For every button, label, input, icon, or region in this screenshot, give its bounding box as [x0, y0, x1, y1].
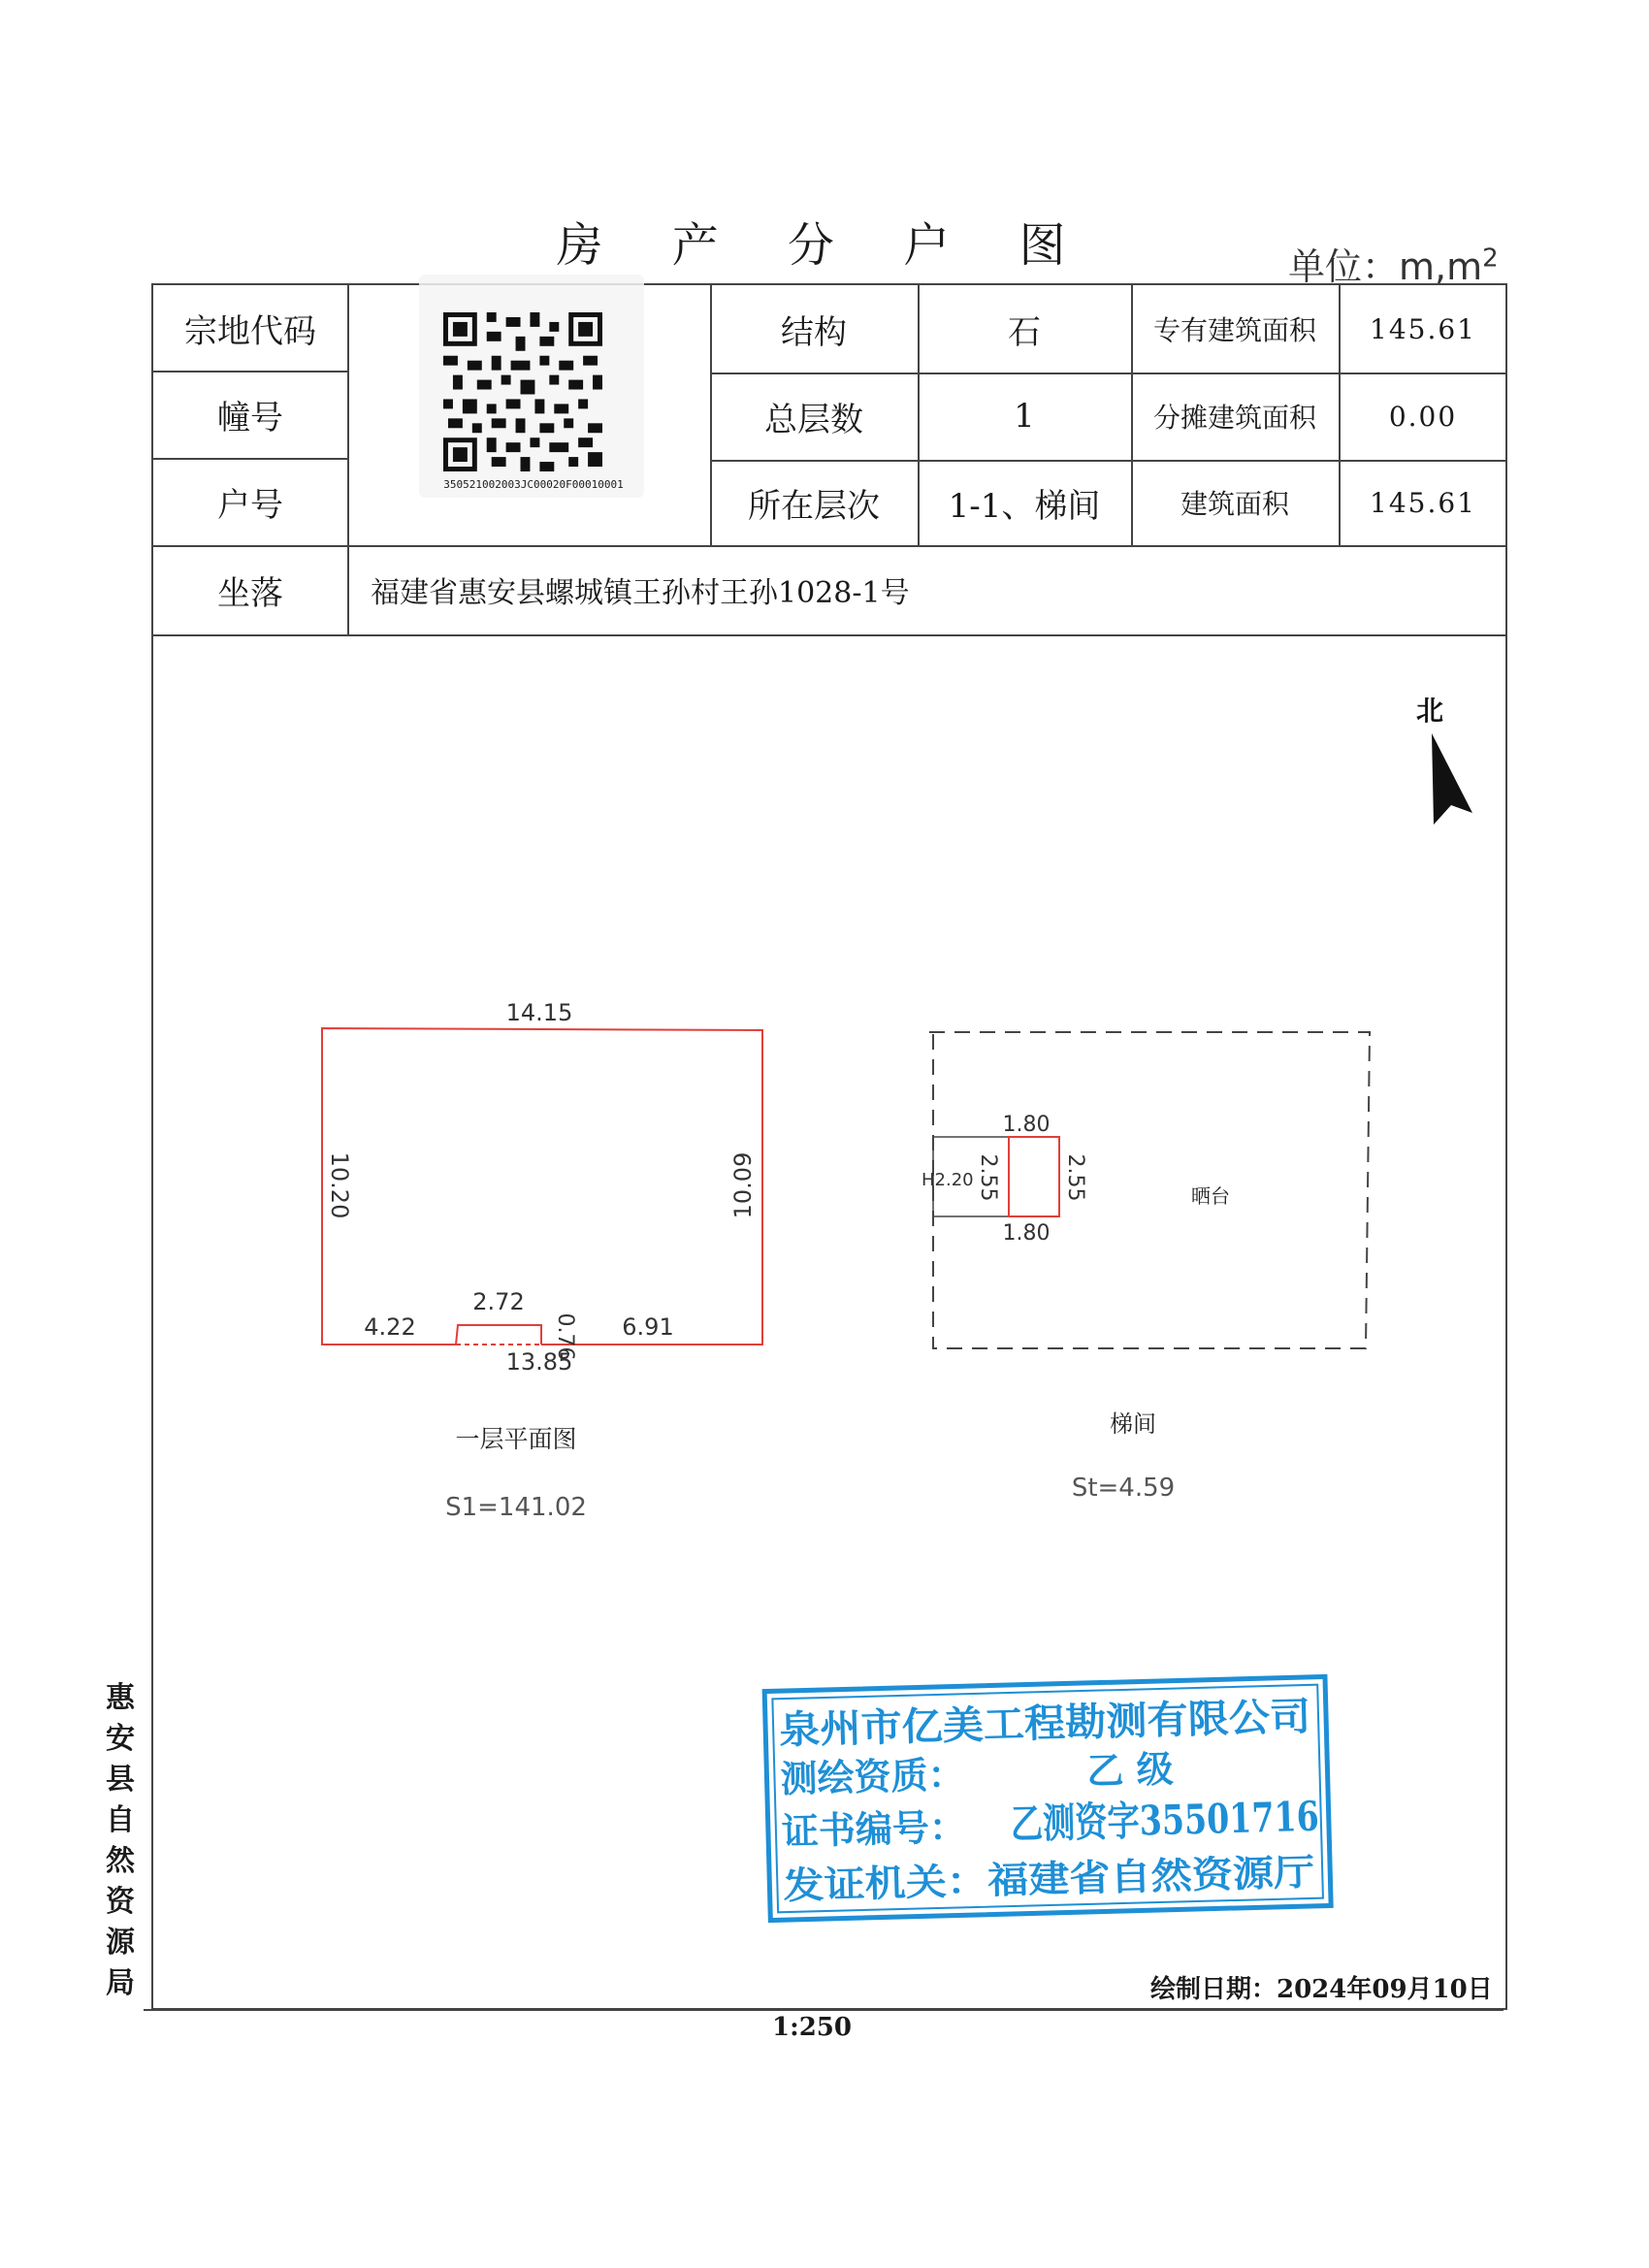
stamp-qualification-value: 乙 级 — [1085, 1746, 1175, 1793]
stair-outline — [1009, 1137, 1059, 1216]
qr-code-number: 350521002003JC00020F00010001 — [443, 478, 624, 491]
plan1-dim-bottom-right: 6.91 — [622, 1313, 674, 1341]
unit-superscript: 2 — [1482, 243, 1499, 274]
stair-area: St=4.59 — [1071, 1474, 1176, 1503]
stair-dim-left: 2.55 — [976, 1153, 1000, 1202]
plan1-dim-right: 10.09 — [729, 1151, 757, 1219]
plan1-dim-notch-right: 0.76 — [553, 1312, 577, 1361]
stamp-qualification-label: 测绘资质： — [779, 1752, 966, 1801]
north-label: 北 — [1416, 695, 1444, 727]
plan1-notch — [456, 1325, 541, 1345]
label-structure: 结构 — [781, 312, 847, 352]
floor-plan-1 — [322, 999, 762, 1522]
value-shared-area: 0.00 — [1388, 400, 1458, 433]
stair-caption: 梯间 — [1110, 1410, 1156, 1438]
value-building-area: 145.61 — [1370, 486, 1476, 519]
value-exclusive-area: 145.61 — [1370, 312, 1476, 345]
plan1-dim-top: 14.15 — [505, 999, 573, 1026]
label-unit-no: 户号 — [217, 485, 283, 525]
value-total-floors: 1 — [1014, 397, 1035, 436]
floor-plan-stair — [922, 1032, 1370, 1503]
plan1-outline — [322, 1028, 762, 1345]
stair-dim-right: 2.55 — [1063, 1153, 1087, 1202]
stair-dim-top: 1.80 — [1002, 1113, 1051, 1137]
side-authority: 惠安县自然资源局 — [106, 1681, 135, 2000]
north-arrow-icon — [1432, 733, 1472, 825]
surveyor-stamp — [764, 1676, 1402, 1920]
stamp-cert-value: 乙测资字35501716 — [1010, 1790, 1402, 1849]
plan1-dim-bottom-left: 4.22 — [364, 1313, 416, 1341]
stamp-issuer: 发证机关：福建省自然资源厅 — [782, 1851, 1263, 1908]
stair-dim-bottom: 1.80 — [1002, 1221, 1051, 1246]
label-shared-area: 分摊建筑面积 — [1152, 402, 1316, 434]
plan1-dim-bottom-total: 13.85 — [505, 1348, 573, 1376]
label-location: 坐落 — [217, 573, 283, 613]
document-title: 房 产 分 户 图 — [556, 218, 1093, 273]
terrace-label: 晒台 — [1191, 1184, 1230, 1208]
plan1-dim-left: 10.20 — [326, 1151, 353, 1219]
stamp-cert-label: 证书编号： — [781, 1804, 967, 1854]
stamp-company: 泉州市亿美工程勘测有限公司 — [778, 1694, 1284, 1754]
label-floor-level: 所在层次 — [748, 486, 880, 526]
plan1-caption: 一层平面图 — [455, 1425, 577, 1453]
label-building-no: 幢号 — [217, 398, 283, 437]
drawn-date: 绘制日期：2024年09月10日 — [1150, 1975, 1493, 2004]
label-parcel-code: 宗地代码 — [184, 311, 316, 351]
unit-text: 单位：m,m — [1288, 245, 1483, 288]
label-exclusive-area: 专有建筑面积 — [1152, 314, 1316, 346]
stair-height-label: H2.20 — [922, 1170, 974, 1190]
label-building-area: 建筑面积 — [1180, 488, 1289, 520]
scale-label: 1:250 — [772, 2013, 852, 2042]
label-total-floors: 总层数 — [764, 400, 863, 439]
plan1-dim-notch: 2.72 — [472, 1288, 525, 1315]
value-floor-level: 1-1、梯间 — [948, 486, 1101, 526]
plan1-area: S1=141.02 — [445, 1493, 587, 1522]
value-structure: 石 — [1008, 312, 1041, 352]
value-location: 福建省惠安县螺城镇王孙村王孙1028-1号 — [371, 576, 910, 610]
